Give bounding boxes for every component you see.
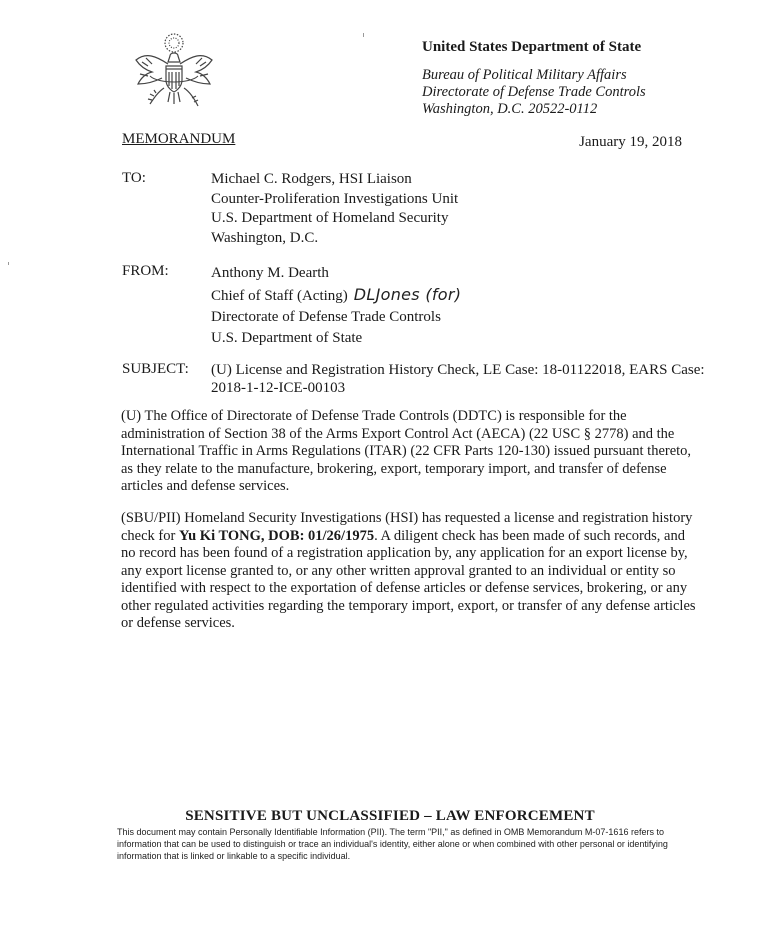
to-line: Washington, D.C. bbox=[211, 229, 319, 246]
paragraph2-text: (SBU/PII) Homeland Security Investigations (HSI) has requested a license and registration history check for bbox=[121, 510, 693, 544]
memo-date: January 19, 2018 bbox=[579, 134, 682, 150]
from-title: Chief of Staff (Acting) bbox=[211, 288, 348, 304]
to-line: Michael C. Rodgers, HSI Liaison bbox=[211, 171, 412, 187]
subject-identity: Yu Ki TONG, DOB: 01/26/1975 bbox=[178, 527, 375, 544]
from-name: Anthony M. Dearth bbox=[211, 265, 329, 281]
body-paragraph-1: (U) The Office of Directorate of Defense Trade Controls (DDTC) is responsible for the administration of Section 38 of the Arms Export Control Act (AECA) (22 USC § 2778) and the International Traffic in Arms Regulations (ITAR) (22 CFR Parts 120-130) issued pursuant thereto, as they relate to the manufacture, brokering, export, temporary import, and transfer of defense articles and defense services. bbox=[121, 408, 692, 494]
memorandum-label: MEMORANDUM bbox=[122, 131, 236, 147]
from-address-block bbox=[211, 263, 731, 349]
body-paragraph-2 bbox=[121, 510, 701, 633]
from-department: U.S. Department of State bbox=[211, 330, 363, 346]
city-address: Washington, D.C. 20522-0112 bbox=[422, 101, 598, 117]
to-line: Counter-Proliferation Investigations Unit bbox=[211, 190, 459, 207]
scan-speck bbox=[363, 33, 364, 37]
pii-notice: This document may contain Personally Identifiable Information (PII). The term "PII," as defined in OMB Memorandum M-07-1616 refers to information that can be used to distinguish or trace an individual's identity, either alone or when combined with other personal or identifying information that is linked or linkable to a specific individual. bbox=[117, 827, 668, 861]
paragraph2-text: . A diligent check has been made of such records, and no record has been found of a registration application by, any application for an export license by, any export license granted to, or any other written approval granted to an individual or entity so identified with respect to the exportation of defense articles or defense services, brokering, or any other regulated activities regarding the temporary import, export, or transfer of any defense articles or defense services. bbox=[121, 527, 696, 631]
to-address-block bbox=[211, 170, 731, 248]
to-label: TO: bbox=[122, 170, 146, 186]
from-label: FROM: bbox=[122, 263, 169, 279]
to-line: U.S. Department of Homeland Security bbox=[211, 210, 449, 226]
from-title-line bbox=[211, 284, 731, 307]
classification-banner: SENSITIVE BUT UNCLASSIFIED – LAW ENFORCEMENT bbox=[185, 808, 595, 824]
agency-name: United States Department of State bbox=[422, 39, 642, 55]
directorate-name: Directorate of Defense Trade Controls bbox=[422, 84, 646, 100]
handwritten-signature: DLJones (for) bbox=[353, 285, 462, 304]
eagle-seal-icon bbox=[128, 26, 220, 118]
letterhead bbox=[422, 38, 762, 118]
bureau-name: Bureau of Political Military Affairs bbox=[422, 67, 627, 83]
from-office: Directorate of Defense Trade Controls bbox=[211, 309, 441, 325]
subject-label: SUBJECT: bbox=[122, 361, 189, 377]
scan-speck bbox=[8, 262, 9, 265]
subject-text: (U) License and Registration History Check, LE Case: 18-01122018, EARS Case: 2018-1-12-ICE-00103 bbox=[211, 362, 705, 396]
